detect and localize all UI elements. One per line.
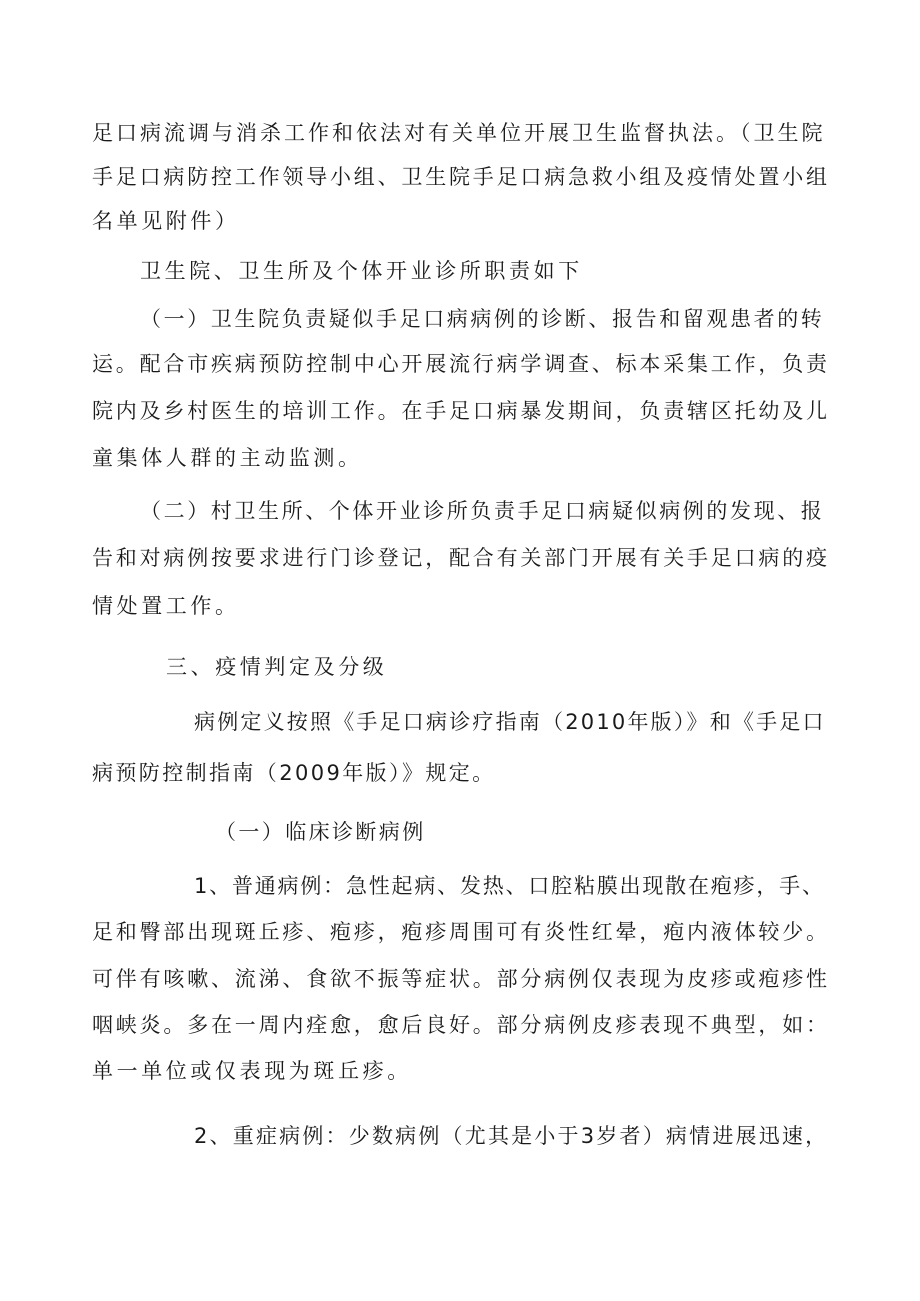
definition-line: 病预防控制指南（2009年版）》规定。 (92, 761, 496, 785)
clinical-line: 可伴有咳嗽、流涕、食欲不振等症状。部分病例仅表现为皮疹或疱疹性 (92, 967, 830, 991)
clinical-line: 咽峡炎。多在一周内痊愈，愈后良好。部分病例皮疹表现不典型，如： (92, 1013, 830, 1037)
paragraph-line: 名单见附件） (92, 209, 240, 233)
subheading: （一）临床诊断病例 (215, 820, 426, 844)
duty-line: 童集体人群的主动监测。 (92, 446, 363, 470)
duty-line: （一）卫生院负责疑似手足口病病例的诊断、报告和留观患者的转 (140, 307, 825, 331)
duty-line: （二）村卫生所、个体开业诊所负责手足口病疑似病例的发现、报 (140, 499, 825, 523)
intro-text: 卫生院、卫生所及个体开业诊所职责如下 (140, 259, 583, 283)
section-heading: 三、疫情判定及分级 (166, 655, 388, 679)
clinical-line: 足和臀部出现斑丘疹、疱疹，疱疹周围可有炎性红晕，疱内液体较少。 (92, 920, 830, 944)
paragraph-line: 手足口病防控工作领导小组、卫生院手足口病急救小组及疫情处置小组 (92, 165, 830, 189)
severe-case-line: 2、重症病例：少数病例（尤其是小于3岁者）病情进展迅速， (194, 1124, 829, 1148)
clinical-line: 1、普通病例：急性起病、发热、口腔粘膜出现散在疱疹，手、 (194, 874, 825, 898)
definition-line: 病例定义按照《手足口病诊疗指南（2010年版）》和《手足口 (194, 710, 826, 734)
duty-line: 情处置工作。 (92, 594, 240, 618)
duty-line: 运。配合市疾病预防控制中心开展流行病学调查、标本采集工作，负责 (92, 352, 830, 376)
paragraph-line: 足口病流调与消杀工作和依法对有关单位开展卫生监督执法。（卫生院 (92, 121, 826, 145)
duty-line: 院内及乡村医生的培训工作。在手足口病暴发期间，负责辖区托幼及儿 (92, 399, 830, 423)
clinical-line: 单一单位或仅表现为斑丘疹。 (92, 1059, 412, 1083)
duty-line: 告和对病例按要求进行门诊登记，配合有关部门开展有关手足口病的疫 (92, 546, 830, 570)
